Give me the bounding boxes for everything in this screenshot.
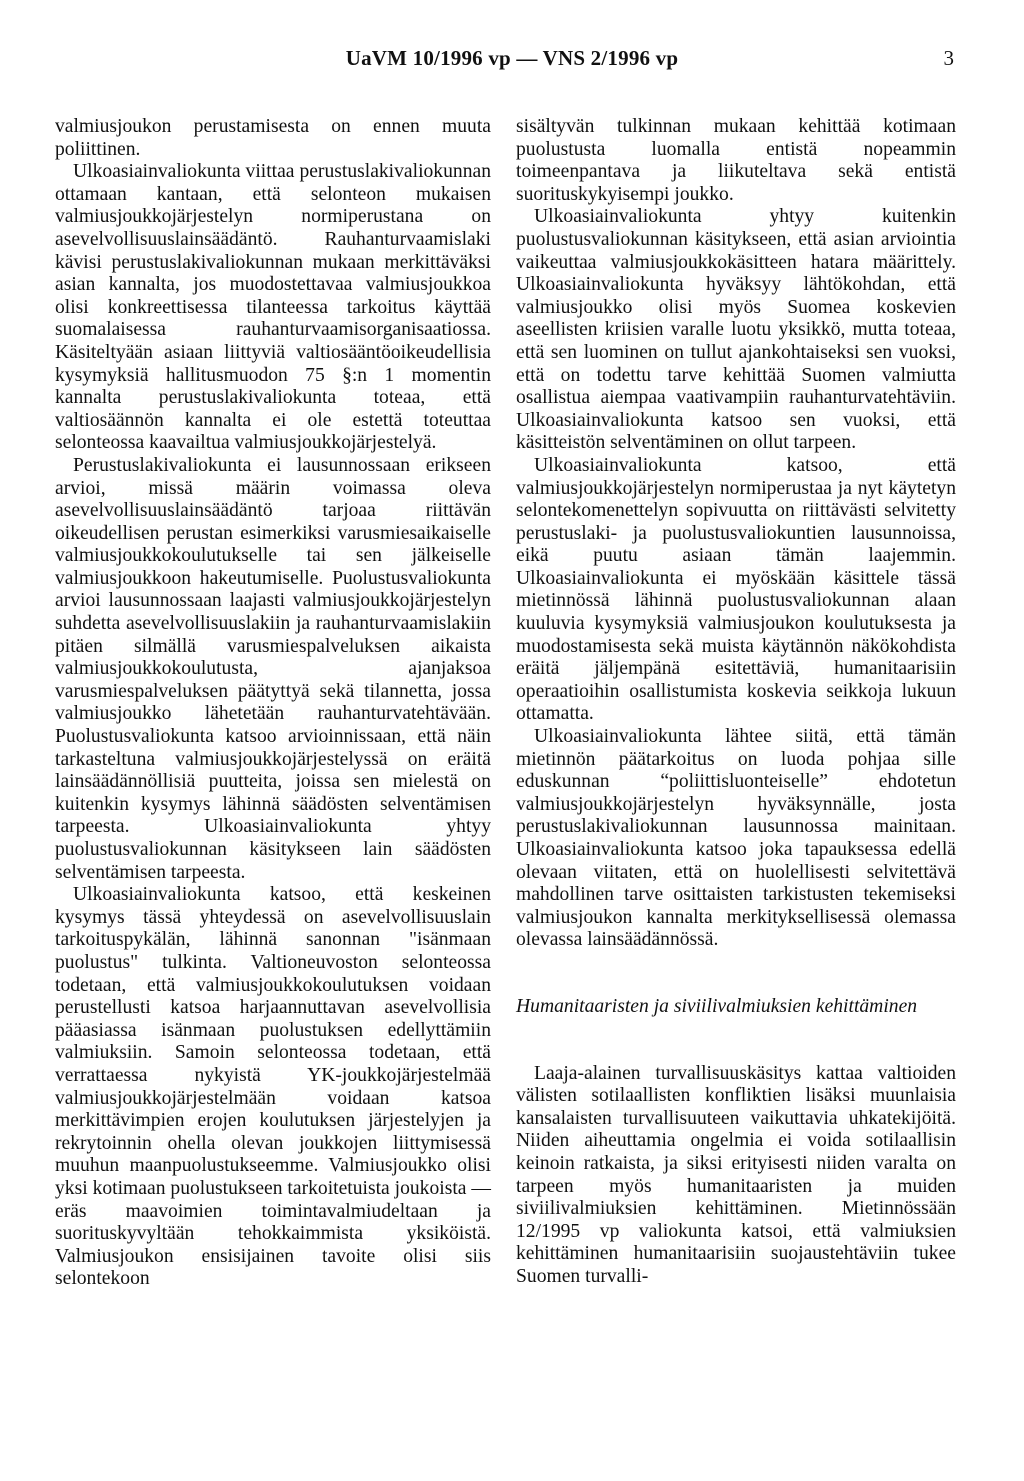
paragraph: Ulkoasiainvaliokunta katsoo, että keskeinen kysymys tässä yhteydessä on asevelvollisuuslain tarkoituspykälän, lähinnä sanonnan "isänmaan puolustus" tulkinta. Valtioneuvoston selonteossa todetaan, että valmiusjoukkokoulutuksen voidaan perustellusti katsoa harjaannuttavan asevelvollisia pääasiassa isänmaan puolustuksen edellyttämiin valmiuksiin. Samoin selonteossa todetaan, että verrattaessa nykyistä YK-joukkojärjestelmää valmiusjoukkojärjestelmään voidaan katsoa merkittävimpien erojen koulutuksen järjestelyjen ja rekrytoinnin ohella olevan joukkojen liittymisessä muuhun maanpuolustukseemme. Valmiusjoukko olisi yksi kotimaan puolustukseen tarkoitetuista joukoista — eräs maavoimien toimintavalmiudeltaan ja suorituskyvyltään tehokkaimmista yksiköistä. Valmiusjoukon ensisijainen tavoite olisi siis selontekoon <box>55 884 491 1290</box>
paragraph: Ulkoasiainvaliokunta yhtyy kuitenkin puolustusvaliokunnan käsitykseen, että asian arviointia vaikeuttaa valmiusjoukkokäsitteen hatara määrittely. Ulkoasiainvaliokunta hyväksyy lähtökohdan, että valmiusjoukko olisi myös Suomea koskevien aseellisten kriisien varalle luotu yksikkö, mutta toteaa, että sen luominen on tullut ajankohtaiseksi sen vuoksi, että on todettu tarve kehittää Suomen valmiutta osallistua aiempaa vaativampiin rauhanturvatehtäviin. Ulkoasiainvaliokunta katsoo sen vuoksi, että käsitteistön selventäminen on ollut tarpeen. <box>516 206 956 454</box>
left-column <box>55 116 491 1291</box>
paragraph: valmiusjoukon perustamisesta on ennen muuta poliittinen. <box>55 116 491 160</box>
page-number: 3 <box>943 46 954 70</box>
right-column <box>516 116 956 1289</box>
paragraph: Ulkoasiainvaliokunta viittaa perustuslakivaliokunnan ottamaan kantaan, että selonteon mukaisen valmiusjoukkojärjestelyn normiperustana on asevelvollisuuslainsäädäntö. Rauhanturvaamislaki kävisi perustuslakivaliokunnan mukaan merkittäväksi asian kannalta, jos muodostettavaa valmiusjoukkoa olisi konkreettisessa tilanteessa tarkoitus käyttää suomalaisessa rauhanturvaamisorganisaatiossa. Käsiteltyään asiaan liittyviä valtiosääntöoikeudellisia kysymyksiä hallitusmuodon 75 §:n 1 momentin kannalta perustuslakivaliokunta toteaa, että valtiosäännön kannalta ei ole estettä toteuttaa selonteossa kaavailtua valmiusjoukkojärjestelyä. <box>55 161 491 454</box>
paragraph: Ulkoasiainvaliokunta lähtee siitä, että tämän mietinnön päätarkoitus on luoda pohjaa sille eduskunnan “poliittisluonteiselle” ehdotetun valmiusjoukkojärjestelyn hyväksynnälle, josta perustuslakivaliokunnan lausunnossa mainitaan. Ulkoasiainvaliokunta katsoo joka tapauksessa edellä olevaan viitaten, että on huolellisesti selvitettävä mahdollinen tarve osittaisten tarkistusten tekemiseksi valmiusjoukon kannalta merkityksellisessä olemassa olevassa lainsäädännössä. <box>516 726 956 951</box>
section-heading: Humanitaaristen ja siviilivalmiuksien kehittäminen <box>516 995 918 1017</box>
running-header <box>0 46 1024 86</box>
paragraph: Laaja-alainen turvallisuuskäsitys kattaa valtioiden välisten sotilaallisten konfliktien lisäksi muunlaisia kansalaisten turvallisuuteen vaikuttavia uhkatekijöitä. Niiden aiheuttamia ongelmia ei voida sotilaallisin keinoin ratkaista, ja siksi erityisesti niiden varalta on tarpeen myös humanitaaristen ja muiden siviilivalmiuksien kehittäminen. Mietinnössään 12/1995 vp valiokunta katsoi, että valmiuksien kehittäminen humanitaarisiin suojaustehtäviin tukee Suomen turvalli- <box>516 1062 956 1287</box>
paragraph: Perustuslakivaliokunta ei lausunnossaan erikseen arvioi, missä määrin voimassa oleva asevelvollisuuslainsäädäntö tarjoaa riittävän oikeudellisen perustan esimerkiksi varusmiesaikaiselle valmiusjoukkokoulutukselle tai sen jälkeiselle valmiusjoukkoon hakeutumiselle. Puolustusvaliokunta arvioi lausunnossaan laajasti valmiusjoukkojärjestelyn suhdetta asevelvollisuuslakiin ja rauhanturvaamislakiin pitäen silmällä varusmiespalveluksen aikaista valmiusjoukkokoulutusta, ajanjaksoa varusmiespalveluksen päätyttyä sekä tilannetta, jossa valmiusjoukko lähetetään rauhanturvatehtävään. Puolustusvaliokunta katsoo arvioinnissaan, että näin tarkasteltuna valmiusjoukkojärjestelyssä on eräitä lainsäädännöllisiä puutteita, joissa sen mielestä on kuitenkin kysymys lähinnä säädösten selventämisen tarpeesta. Ulkoasiainvaliokunta yhtyy puolustusvaliokunnan käsitykseen lain säädösten selventämisen tarpeesta. <box>55 454 491 883</box>
document-reference: UaVM 10/1996 vp — VNS 2/1996 vp <box>345 46 679 70</box>
paragraph: sisältyvän tulkinnan mukaan kehittää kotimaan puolustusta luomalla entistä nopeammin toimeenpantava ja liikuteltava sekä entistä suorituskykyisempi joukko. <box>516 116 956 205</box>
paragraph: Ulkoasiainvaliokunta katsoo, että valmiusjoukkojärjestelyn normiperustaa ja nyt käytetyn selontekomenettelyn sopivuutta on riittävästi selvitetty perustuslaki- ja puolustusvaliokuntien lausunnoissa, eikä puutu asiaan tämän laajemmin. Ulkoasiainvaliokunta ei myöskään käsittele tässä mietinnössä lähinnä puolustusvaliokunnan alaan kuuluvia kysymyksiä valmiusjoukon koulutuksesta ja muodostamisesta sekä muista käytännön näkökohdista eräitä jäljempänä esitettäviä, humanitaarisiin operaatioihin osallistumista koskevia seikkoja lukuun ottamatta. <box>516 454 956 725</box>
